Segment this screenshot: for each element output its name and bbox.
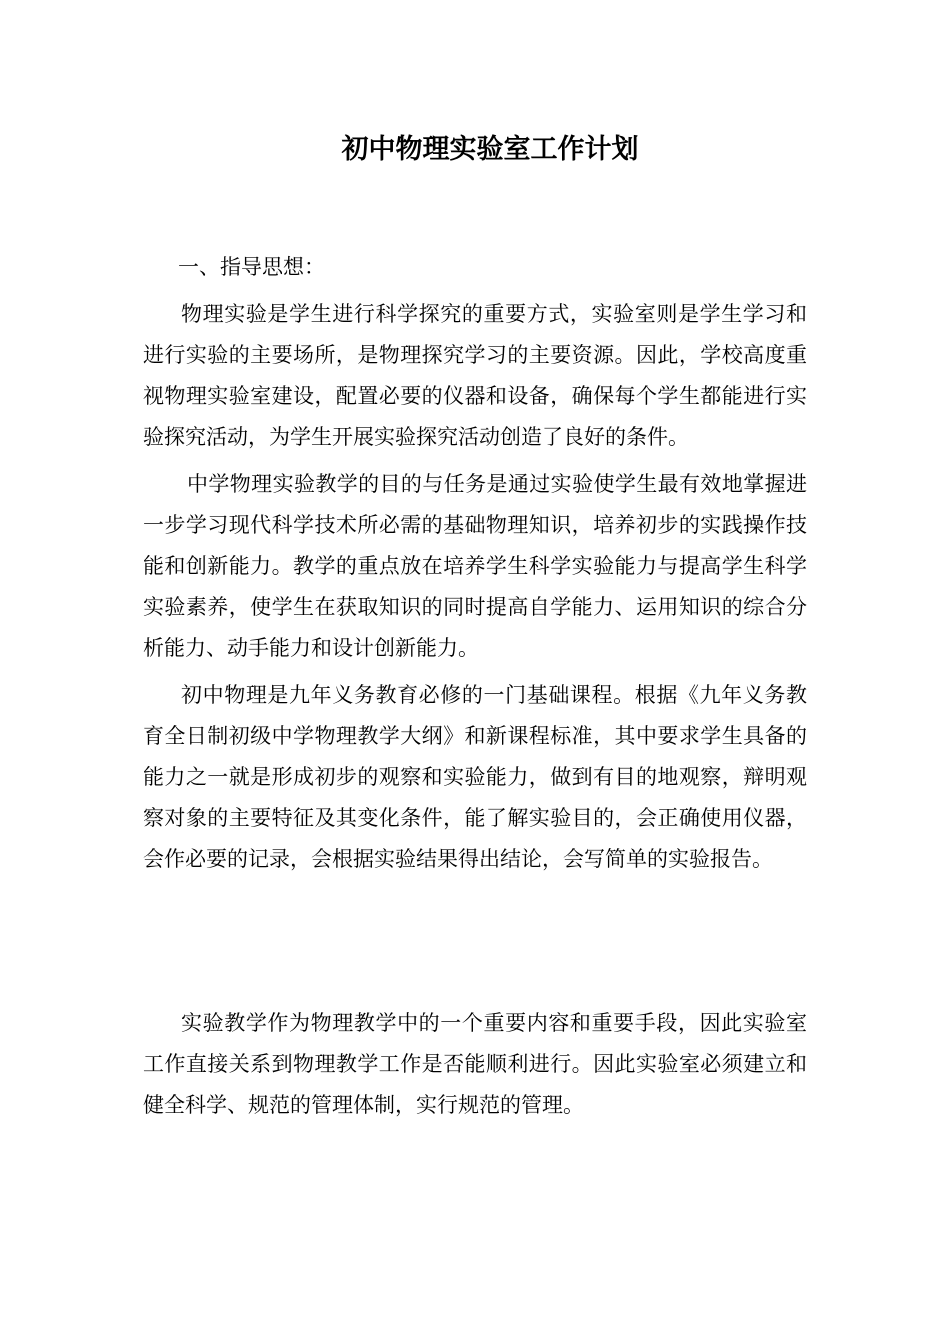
section-heading: 一、指导思想： <box>178 255 325 279</box>
paragraph-4: 实验教学作为物理教学中的一个重要内容和重要手段，因此实验室工作直接关系到物理教学工作是否能顺利进行。因此实验室必须建立和健全科学、规范的管理体制，实行规范的管理。 <box>143 1011 807 1117</box>
paragraph-3: 初中物理是九年义务教育必修的一门基础课程。根据《九年义务教育全日制初级中学物理教学大纲》和新课程标准，其中要求学生具备的能力之一就是形成初步的观察和实验能力，做到有目的地观察，辩明观察对象的主要特征及其变化条件，能了解实验目的，会正确使用仪器，会作必要的记录，会根据实验结果得出结论，会写简单的实验报告。 <box>143 683 807 871</box>
paragraph-2: 中学物理实验教学的目的与任务是通过实验使学生最有效地掌握进一步学习现代科学技术所必需的基础物理知识，培养初步的实践操作技能和创新能力。教学的重点放在培养学生科学实验能力与提高学生科学实验素养，使学生在获取知识的同时提高自学能力、运用知识的综合分析能力、动手能力和设计创新能力。 <box>143 472 807 660</box>
paragraph-1: 物理实验是学生进行科学探究的重要方式，实验室则是学生学习和进行实验的主要场所，是物理探究学习的主要资源。因此，学校高度重视物理实验室建设，配置必要的仪器和设备，确保每个学生都能进行实验探究活动，为学生开展实验探究活动创造了良好的条件。 <box>143 302 807 449</box>
document-title: 初中物理实验室工作计划 <box>341 134 639 165</box>
